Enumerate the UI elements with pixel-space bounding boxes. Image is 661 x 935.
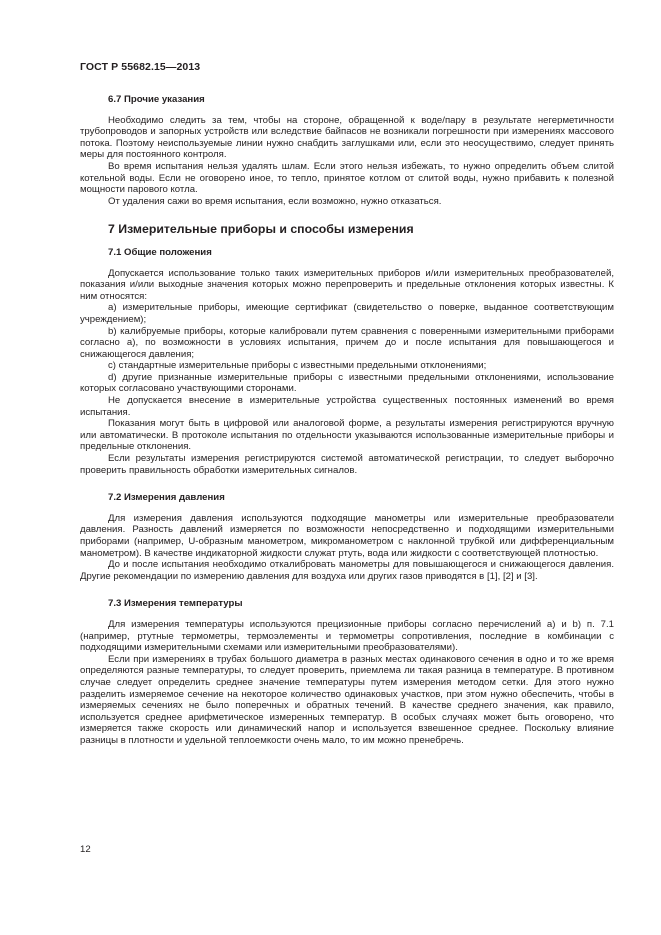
paragraph: Во время испытания нельзя удалять шлам. Если этого нельзя избежать, то нужно определить объем слитой котельной воды. Если не оговорено иное, то тепло, принятое котлом от слитой воды, нужно прибавить к полезной мощности парового котла. [80,160,614,196]
paragraph: От удаления сажи во время испытания, если возможно, нужно отказаться. [108,195,442,207]
page-number: 12 [80,844,91,855]
list-item: c) стандартные измерительные приборы с известными предельными отклонениями; [108,360,487,372]
paragraph: Не допускается внесение в измерительные устройства существенных постоянных изменений во время испытания. [80,395,614,418]
section-7-title: 7 Измерительные приборы и способы измерения [108,222,414,237]
paragraph: Необходимо следить за тем, чтобы на стороне, обращенной к воде/пару в результате негерметичности трубопроводов и запорных устройств или вследствие байпасов не возникали погрешности при измерениях массового потока. Поэтому неиспользуемые линии нужно снабдить заглушками или, если это неосуществимо, следует принять меры для постоянного контроля. [80,114,614,161]
standard-header: ГОСТ Р 55682.15—2013 [80,61,201,73]
section-6-7-title: 6.7 Прочие указания [108,94,205,105]
section-7-3-title: 7.3 Измерения температуры [108,598,243,610]
paragraph: Для измерения давления используются подходящие манометры или измерительные преобразователи давления. Разность давлений измеряется по возможности непосредственно и подходящими измерительными приборами (например, U-образным манометром, микроманометром с наклонной трубкой или дифференциальным манометром). В качестве индикаторной жидкости служат ртуть, вода или жидкости с соответствующей плотностью. [80,512,614,559]
paragraph: Допускается использование только таких измерительных приборов и/или измерительных преобразователей, показания и/или выходные значения которых можно перепроверить и предельные отклонения которых известны. К ним относятся: [80,267,614,302]
section-7-2-title: 7.2 Измерения давления [108,492,225,504]
paragraph: Показания могут быть в цифровой или аналоговой форме, а результаты измерения регистрируются вручную или автоматически. В протоколе испытания по отдельности указываются использованные измерительные приборы и предельные отклонения. [80,418,614,453]
list-item: b) калибруемые приборы, которые калибровали путем сравнения с поверенными измерительными приборами согласно a), по возможности в условиях испытания, причем до и после испытания для повышающегося и снижающегося давления; [80,325,614,360]
document-body [80,94,614,747]
section-7-1-title: 7.1 Общие положения [108,246,212,258]
list-item: d) другие признанные измерительные приборы с известными предельными отклонениями, использование которых согласовано участвующими сторонами. [80,371,614,395]
paragraph: Для измерения температуры используются прецизионные приборы согласно перечислений a) и b) п. 7.1 (например, ртутные термометры, термоэлементы и термометры сопротивления, последние в комбинации с подходящими измерительными схемами или измерительными преобразователями). [80,618,614,654]
paragraph: Если при измерениях в трубах большого диаметра в разных местах одинакового сечения в одно и то же время определяются разные температуры, то следует проверить, приемлема ли такая разница в температуре. В противном случае следует определить среднее значение температуры путем измерения методом сетки. Для этого нужно разделить измеряемое сечение на некоторое количество одинаковых участков, при этом нужно обеспечить, чтобы в измеряемых сечениях не было поперечных и обратных течений. В качестве среднего значения, как правило, используется среднее арифметическое измеренных температур. В особых случаях может быть оговорено, что измеряется также скорость или динамический напор и используется взвешенное среднее. Поскольку влияние разницы в плотности и удельной теплоемкости очень мало, то им можно пренебречь. [80,653,614,746]
list-item: a) измерительные приборы, имеющие сертификат (свидетельство о поверке, выданное соответствующим учреждением); [80,302,614,325]
paragraph: Если результаты измерения регистрируются системой автоматической регистрации, то следует выборочно проверить правильность обработки измерительных сигналов. [80,453,614,476]
paragraph: До и после испытания необходимо откалибровать манометры для повышающегося и снижающегося давления. Другие рекомендации по измерению давления для воздуха или других газов приводятся в [1], [2] и [3]. [80,559,614,582]
